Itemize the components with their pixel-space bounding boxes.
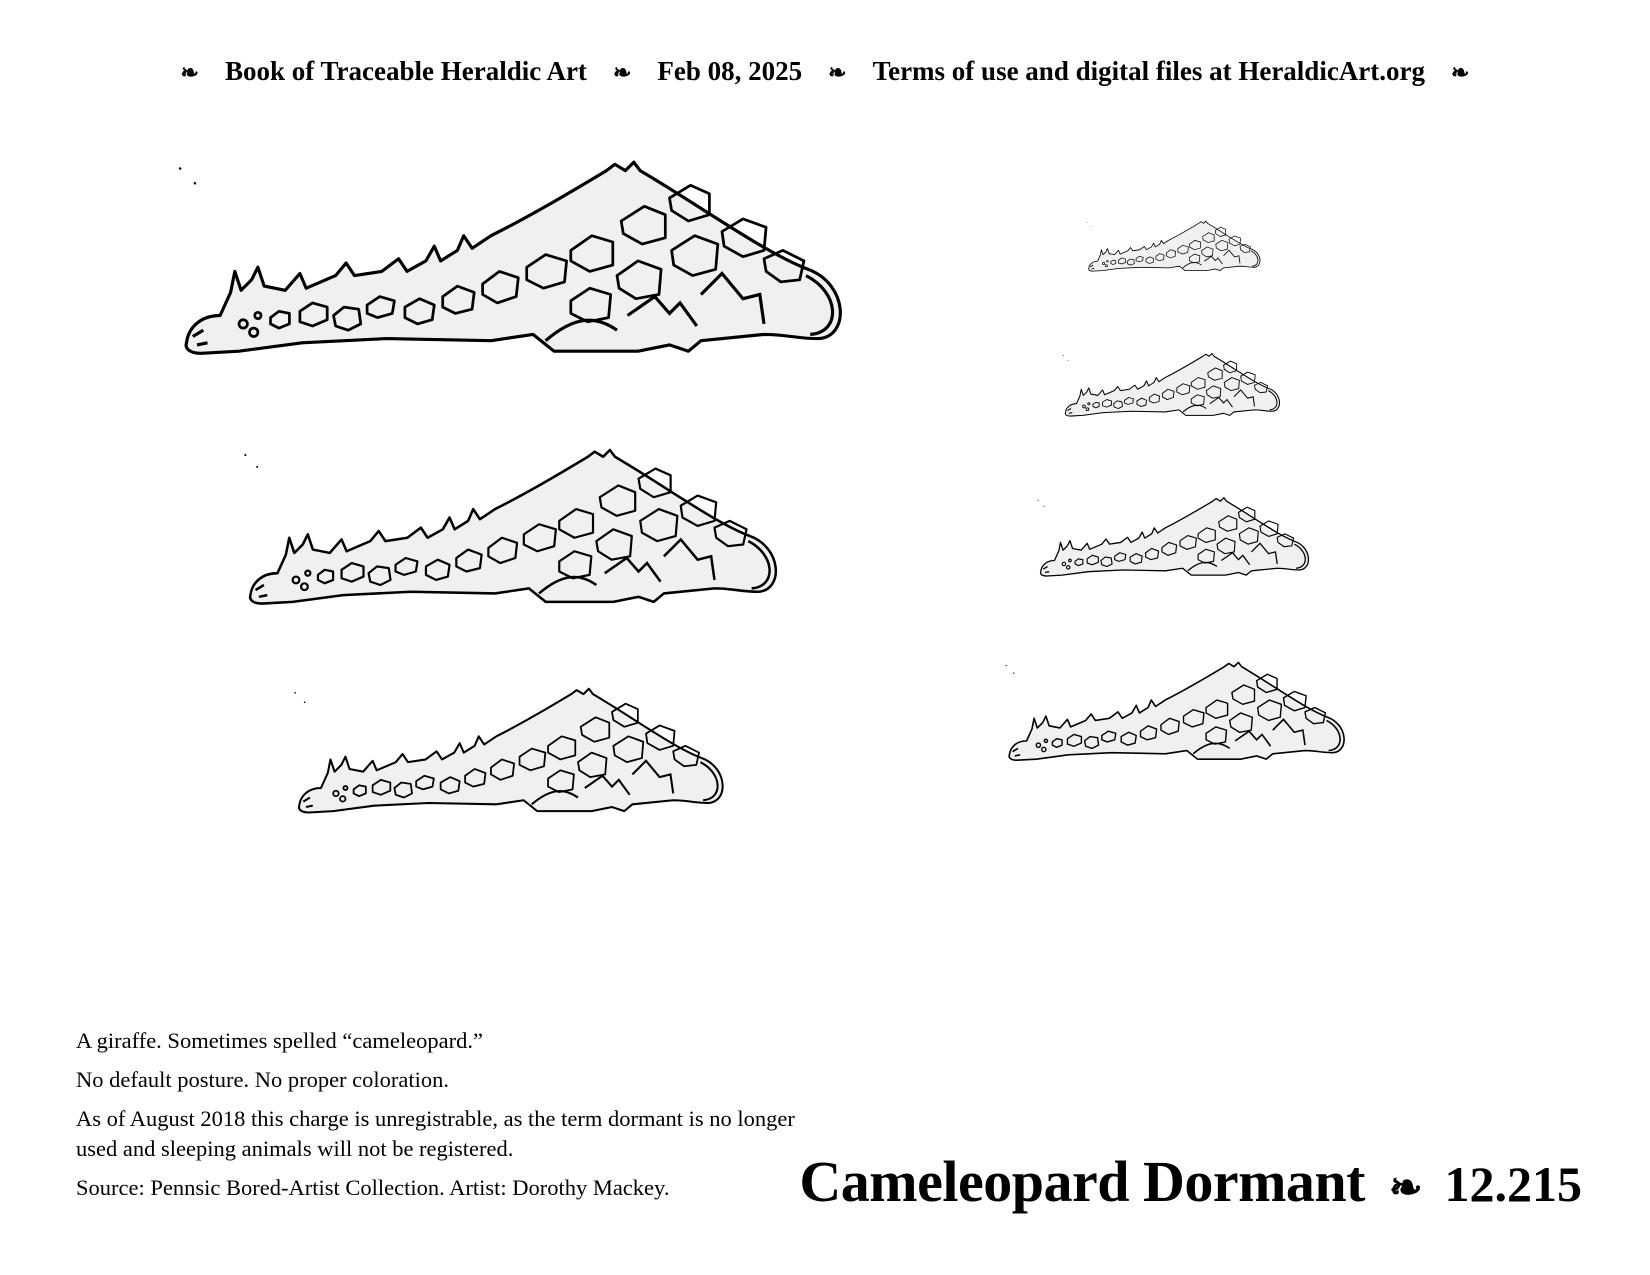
fleuron-icon: ❧ (1388, 1165, 1423, 1210)
cameleopard-dormant-medium-icon (242, 446, 782, 616)
cameleopard-dormant-thumb-4-icon (1004, 660, 1348, 768)
fleuron-icon: ❧ (1451, 60, 1470, 85)
fleuron-icon: ❧ (612, 60, 632, 85)
page-header (0, 56, 1650, 87)
cameleopard-dormant-large-icon (176, 158, 848, 368)
charge-name: Cameleopard Dormant (799, 1149, 1365, 1214)
book-title: Book of Traceable Heraldic Art (224, 56, 587, 86)
note-line: No default posture. No proper coloration. (76, 1067, 450, 1092)
description-notes (76, 1026, 796, 1212)
fleuron-icon: ❧ (828, 60, 847, 85)
note-line: As of August 2018 this charge is unregistrable, as the term dormant is no longer used and sleeping animals will not be registered. (76, 1106, 795, 1161)
cameleopard-dormant-small-icon (292, 686, 728, 822)
terms-link: Terms of use and digital files at HeraldicArt.org (872, 56, 1426, 86)
cameleopard-dormant-thumb-2-icon (1062, 352, 1282, 421)
note-line: A giraffe. Sometimes spelled “cameleopard.” (76, 1028, 483, 1053)
plate-number: 12.215 (1444, 1156, 1582, 1212)
date: Feb 08, 2025 (657, 56, 803, 86)
fleuron-icon: ❧ (180, 60, 199, 85)
cameleopard-dormant-thumb-1-icon (1086, 220, 1262, 275)
cameleopard-dormant-thumb-3-icon (1036, 496, 1312, 582)
note-line: Source: Pennsic Bored-Artist Collection. Artist: Dorothy Mackey. (76, 1175, 670, 1200)
page-title (799, 1148, 1582, 1215)
